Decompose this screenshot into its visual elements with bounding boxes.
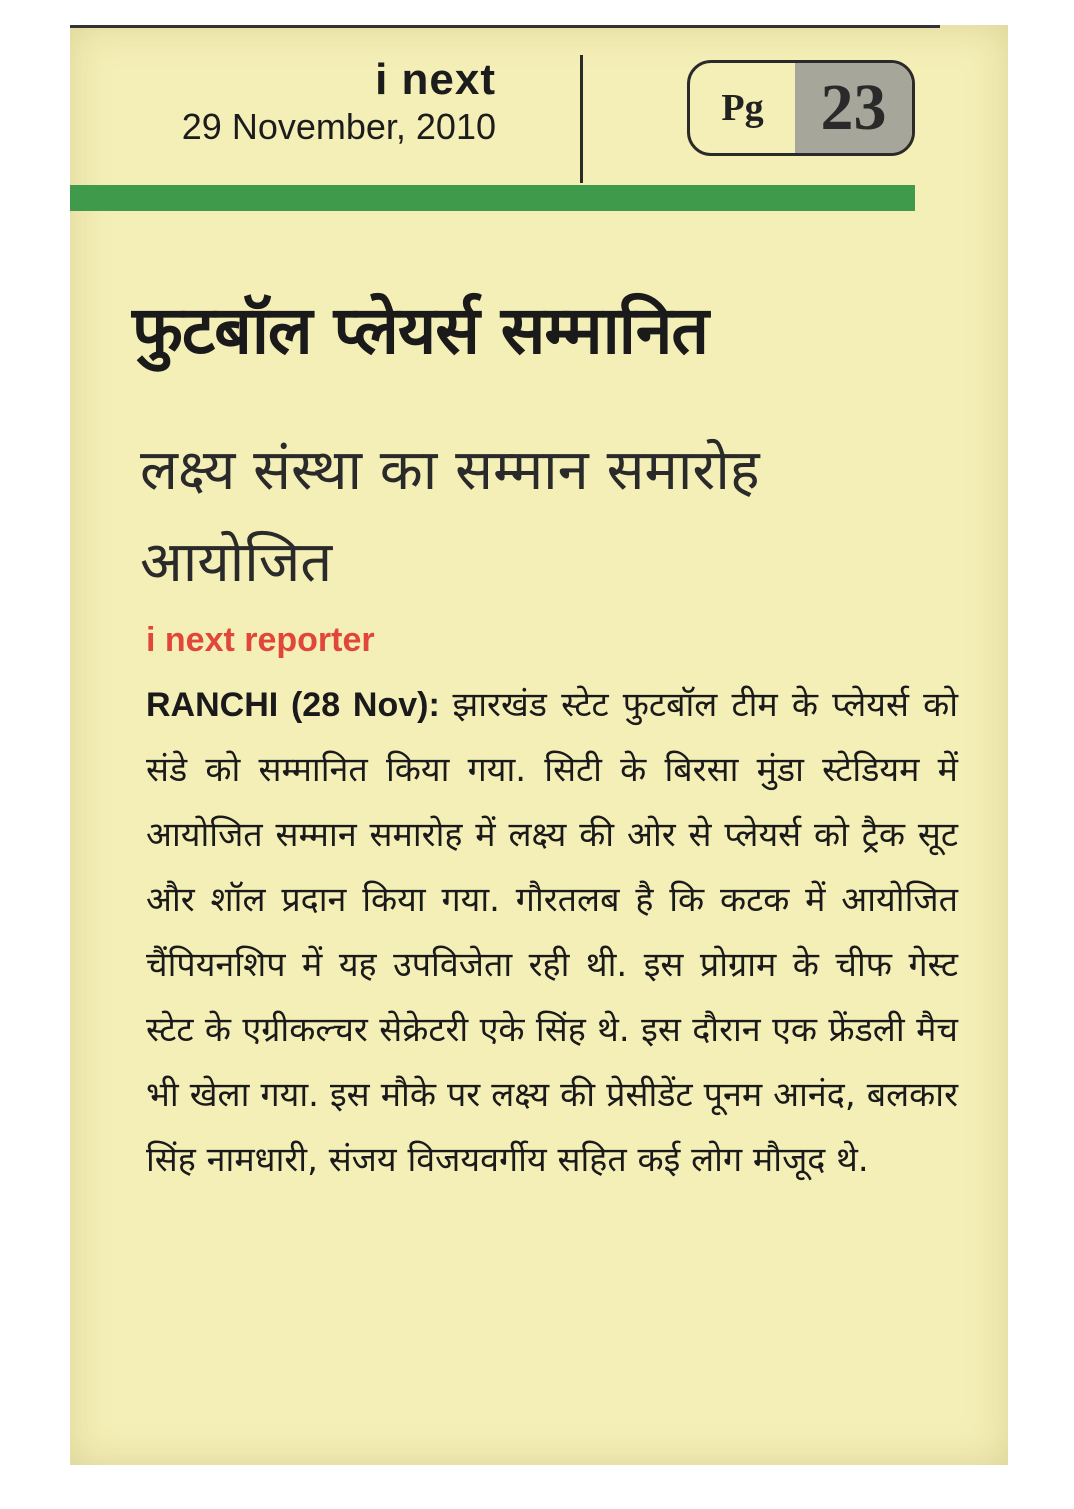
top-rule	[70, 25, 940, 28]
green-divider-bar	[70, 185, 915, 211]
newspaper-clipping	[70, 25, 1008, 1465]
page-number-badge	[687, 60, 915, 156]
article-body	[146, 673, 958, 1193]
article-subheadline: लक्ष्य संस्था का सम्मान समारोह आयोजित	[140, 438, 760, 595]
article-byline: i next reporter	[146, 621, 375, 659]
masthead-divider	[580, 55, 583, 183]
article-headline: फुटबॉल प्लेयर्स सम्मानित	[132, 292, 709, 369]
article-dateline: RANCHI (28 Nov):	[146, 686, 453, 724]
article-body-text: झारखंड स्टेट फुटबॉल टीम के प्लेयर्स को संडे को सम्मानित किया गया. सिटी के बिरसा मुंडा स्टेडियम में आयोजित सम्मान समारोह में लक्ष्य की ओर से प्लेयर्स को ट्रैक सूट और शॉल प्रदान किया गया. गौरतलब है कि कटक में आयोजित चैंपियनशिप में यह उपविजेता रही थी. इस प्रोग्राम के चीफ गेस्ट स्टेट के एग्रीकल्चर सेक्रेटरी एके सिंह थे. इस दौरान एक फ्रेंडली मैच भी खेला गया. इस मौके पर लक्ष्य की प्रेसीडेंट पूनम आनंद, बलकार सिंह नामधारी, संजय विजयवर्गीय सहित कई लोग मौजूद थे.	[146, 685, 959, 1180]
masthead	[182, 55, 496, 149]
publication-date: 29 November, 2010	[181, 106, 496, 147]
page-number: 23	[795, 63, 912, 153]
page-label: Pg	[721, 87, 764, 129]
publication-name: i next	[375, 55, 496, 104]
